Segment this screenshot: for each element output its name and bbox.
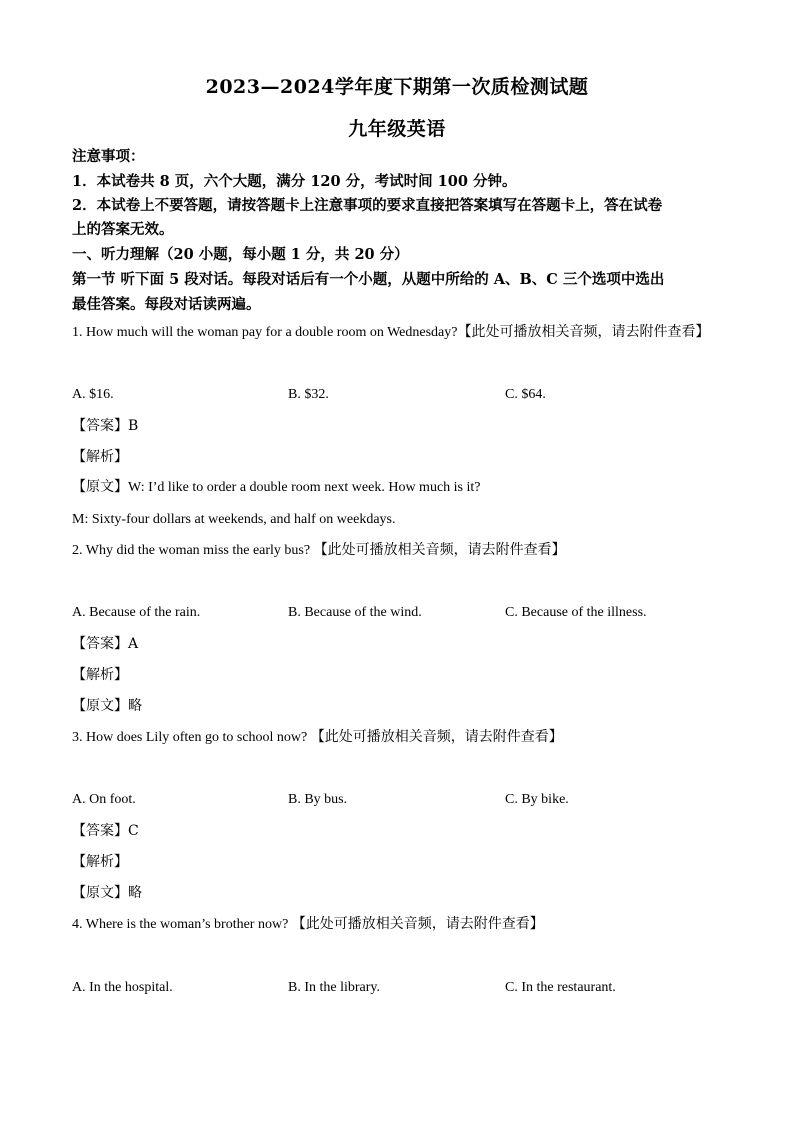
question-1-option-a: A. $16. bbox=[72, 387, 114, 402]
question-3-analysis: 【解析】 bbox=[72, 854, 128, 870]
part-1-instruction-line-1: 第一节 听下面 5 段对话。每段对话后有一个小题，从题中所给的 A、B、C 三个选项中选出 bbox=[72, 271, 665, 288]
question-1-option-c: C. $64. bbox=[505, 387, 546, 402]
question-4-stem: 4. Where is the woman’s brother now? 【此处可播放相关音频，请去附件查看】 bbox=[72, 917, 544, 932]
exam-title: 2023—2024学年度下期第一次质检测试题 bbox=[205, 76, 589, 98]
question-2-stem: 2. Why did the woman miss the early bus? 【此处可播放相关音频，请去附件查看】 bbox=[72, 543, 566, 558]
question-4-option-a: A. In the hospital. bbox=[72, 980, 173, 995]
question-2-option-b: B. Because of the wind. bbox=[288, 605, 422, 620]
question-1-analysis: 【解析】 bbox=[72, 449, 128, 465]
question-2-answer: 【答案】A bbox=[72, 636, 139, 652]
question-3-stem: 3. How does Lily often go to school now? 【此处可播放相关音频，请去附件查看】 bbox=[72, 730, 563, 745]
question-4-option-b: B. In the library. bbox=[288, 980, 381, 995]
question-3-option-b: B. By bus. bbox=[288, 792, 348, 807]
notice-item-2-line-2: 上的答案无效。 bbox=[72, 221, 174, 238]
section-heading: 一、听力理解（20 小题，每小题 1 分，共 20 分） bbox=[72, 246, 409, 263]
question-3-script: 【原文】略 bbox=[72, 885, 142, 901]
question-3-option-c: C. By bike. bbox=[505, 792, 569, 807]
part-1-instruction-line-2: 最佳答案。每段对话读两遍。 bbox=[72, 296, 261, 313]
question-3-option-a: A. On foot. bbox=[72, 792, 136, 807]
question-2-option-a: A. Because of the rain. bbox=[72, 605, 201, 620]
question-1-answer: 【答案】B bbox=[72, 418, 139, 434]
question-1-stem: 1. How much will the woman pay for a double room on Wednesday?【此处可播放相关音频，请去附件查看】 bbox=[72, 325, 710, 340]
notice-heading: 注意事项： bbox=[72, 148, 145, 165]
question-2-analysis: 【解析】 bbox=[72, 667, 128, 683]
question-2-script: 【原文】略 bbox=[72, 698, 142, 714]
notice-item-1: 1．本试卷共 8 页，六个大题，满分 120 分，考试时间 100 分钟。 bbox=[72, 173, 517, 190]
question-3-answer: 【答案】C bbox=[72, 823, 139, 839]
question-1-option-b: B. $32. bbox=[288, 387, 329, 402]
question-4-option-c: C. In the restaurant. bbox=[505, 980, 616, 995]
notice-item-2-line-1: 2．本试卷上不要答题，请按答题卡上注意事项的要求直接把答案填写在答题卡上，答在试卷 bbox=[72, 197, 663, 214]
question-1-script-2: M: Sixty-four dollars at weekends, and half on weekdays. bbox=[72, 512, 396, 527]
exam-subtitle: 九年级英语 bbox=[348, 118, 446, 140]
question-1-script-1: 【原文】W: I’d like to order a double room next week. How much is it? bbox=[72, 480, 481, 495]
question-2-option-c: C. Because of the illness. bbox=[505, 605, 647, 620]
